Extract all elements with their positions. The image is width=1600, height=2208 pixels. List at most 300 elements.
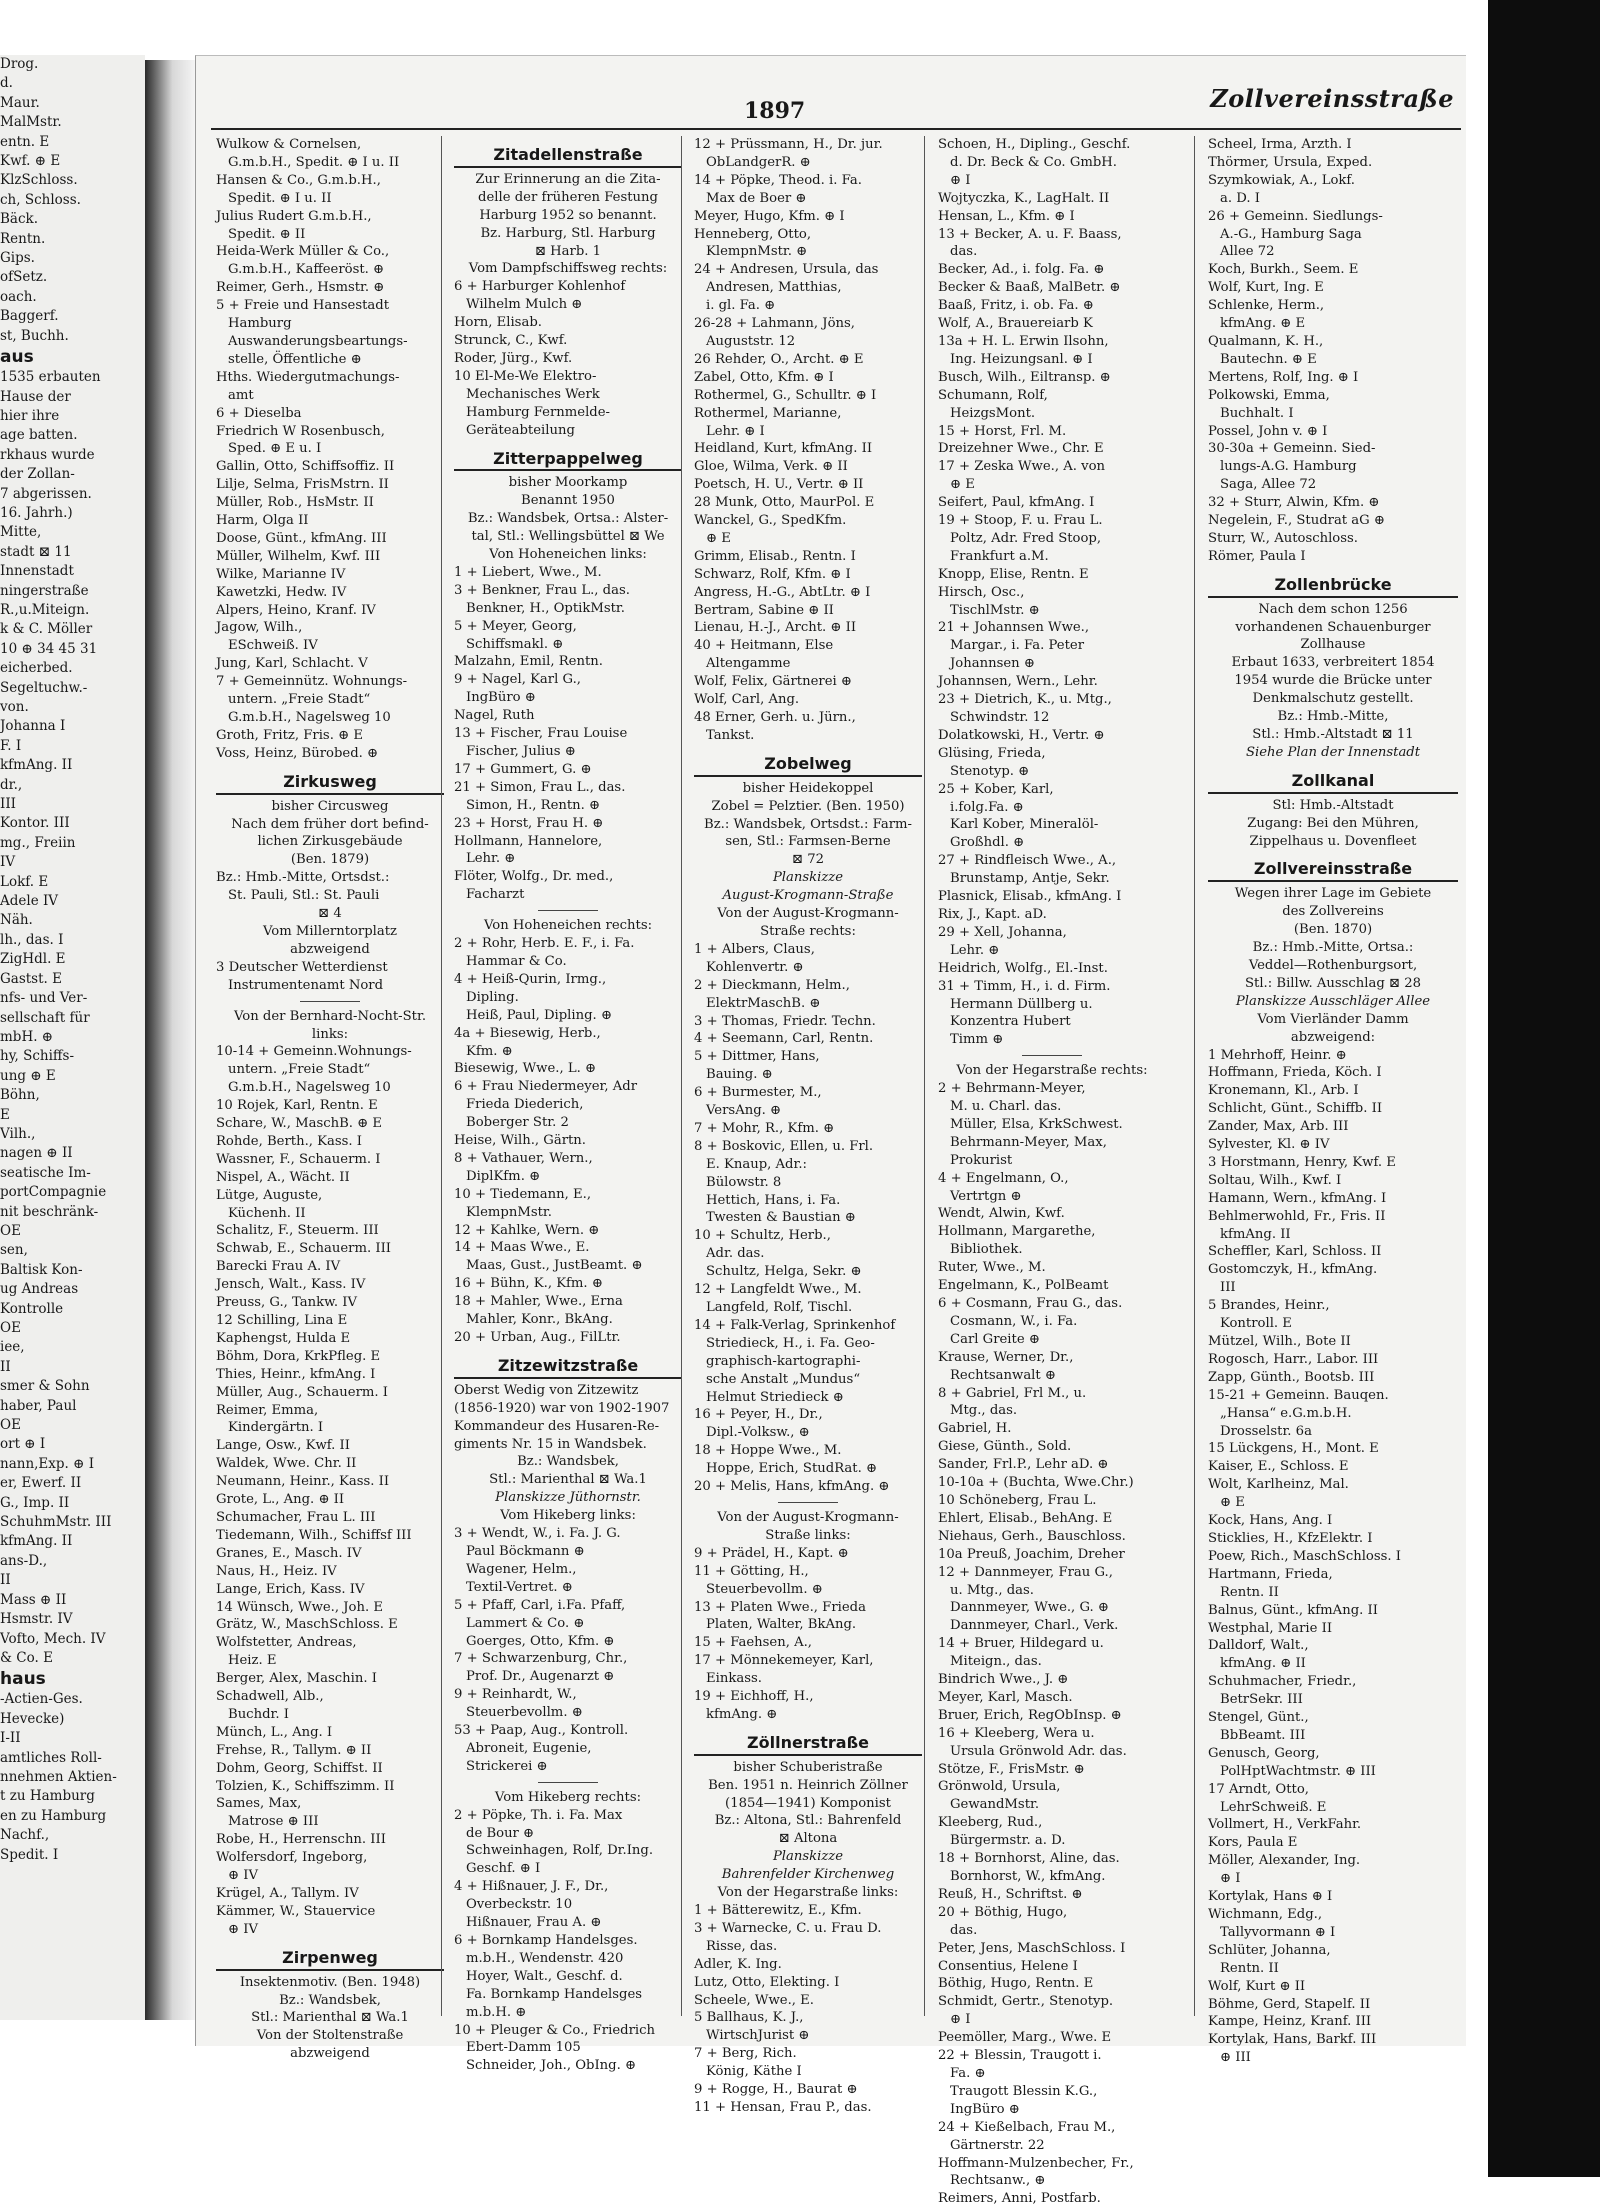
facing-page-line: lh., das. I [0,931,64,948]
street-heading: Zitzewitzstraße [454,1353,682,1379]
directory-entry: Brunstamp, Antje, Sekr. [950,871,1110,887]
directory-entry: 10a Preuß, Joachim, Dreher [938,1546,1125,1562]
street-note: Planskizze [772,1849,844,1865]
column-4 [928,136,1168,2207]
facing-page-line: Johanna I [0,718,66,735]
column-divider [1194,136,1195,2016]
street-info: abzweigend: [1290,1029,1376,1045]
facing-page-line: G., Imp. II [0,1494,70,1511]
directory-entry: ⊕ I [950,172,971,188]
street-info: bisher Heidekoppel [742,780,874,796]
directory-entry: Boberger Str. 2 [466,1115,569,1131]
directory-entry: 9 + Prädel, H., Kapt. ⊕ [694,1545,849,1561]
facing-page-line: Gips. [0,250,35,267]
street-info: Von der August-Krogmann- [717,1509,899,1525]
directory-entry: Flöter, Wolfg., Dr. med., [454,869,614,885]
directory-entry: 17 + Mönnekemeyer, Karl, [694,1653,874,1669]
directory-entry: 8 + Gabriel, Frl M., u. [938,1385,1087,1401]
directory-entry: 2 + Dieckmann, Helm., [694,977,850,993]
directory-entry: Qualmann, K. H., [1208,333,1324,349]
street-info: Zippelhaus u. Dovenfleet [1249,833,1417,849]
directory-entry: Sticklies, H., KfzElektr. I [1208,1530,1373,1546]
street-info: Stl.: Marienthal ⊠ Wa.1 [489,1472,647,1488]
directory-entry: Steuerbevollm. ⊕ [706,1581,823,1597]
directory-entry: Benkner, H., OptikMstr. [466,600,625,616]
directory-page [195,55,1466,2207]
directory-entry: 4a + Biesewig, Herb., [454,1025,601,1041]
directory-entry: Fa. ⊕ [950,2065,986,2081]
facing-page-line: der Zollan- [0,466,75,483]
directory-entry: 13a + H. L. Erwin Ilsohn, [938,333,1109,349]
street-heading: Zollenbrücke [1208,572,1458,598]
street-info: Bz. Harburg, Stl. Harburg [480,225,656,241]
directory-entry: Zander, Max, Arb. III [1208,1119,1349,1135]
directory-entry: Schmidt, Gertr., Stenotyp. [938,1994,1114,2010]
directory-entry: 15 Lückgens, H., Mont. E [1208,1441,1379,1457]
directory-entry: 10 + Pleuger & Co., Friedrich [454,2022,655,2038]
facing-page-line: Gastst. E [0,970,62,987]
facing-page-line: Böhn, [0,1087,40,1104]
directory-entry: 23 + Horst, Frau H. ⊕ [454,815,604,831]
directory-entry: Oberst Wedig von Zitzewitz [454,1382,639,1398]
directory-entry: 16 + Kleeberg, Wera u. [938,1725,1095,1741]
facing-page-line: en zu Hamburg [0,1807,107,1824]
directory-entry: Wolf, Kurt ⊕ II [1208,1978,1306,1994]
directory-entry: kfmAng. ⊕ [706,1706,778,1722]
facing-page-line: II [0,1572,11,1589]
directory-entry: 17 Arndt, Otto, [1208,1781,1309,1797]
directory-entry: Dipling. [466,989,519,1005]
facing-page-line: & Co. E [0,1649,53,1666]
directory-entry: Spedit. ⊕ I u. II [228,190,332,206]
facing-page-line: entn. E [0,133,50,150]
directory-entry: Küchenh. II [228,1205,306,1221]
directory-entry: Hoppe, Erich, StudRat. ⊕ [706,1461,878,1477]
directory-entry: 1 + Bätterewitz, E., Kfm. [694,1903,862,1918]
directory-entry: Dannmeyer, Charl., Verk. [950,1618,1119,1634]
directory-entry: Müller, Elsa, KrkSchwest. [950,1116,1123,1132]
directory-entry: Lehr. ⊕ [950,942,1000,958]
directory-entry: Rentn. II [1220,1960,1279,1976]
directory-entry: 10 Schöneberg, Frau L. [938,1492,1097,1508]
directory-entry: Lutz, Otto, Elekting. I [694,1974,840,1990]
directory-entry: Becker & Baaß, MalBetr. ⊕ [938,280,1121,296]
directory-entry: Kortylak, Hans, Barkf. III [1208,2032,1377,2048]
directory-entry: Frieda Diederich, [466,1097,584,1113]
street-info: Von der Hegarstraße rechts: [956,1063,1148,1079]
directory-entry: Lilje, Selma, FrisMstrn. II [216,477,389,493]
directory-entry: Lammert & Co. ⊕ [466,1615,585,1631]
directory-entry: Doose, Günt., kfmAng. III [216,530,387,546]
directory-entry: Hamburg Fernmelde- [466,404,610,420]
facing-page-line: Innenstadt [0,563,74,580]
directory-entry: M. u. Charl. das. [950,1099,1062,1115]
street-info: Von der August-Krogmann- [717,906,899,922]
directory-entry: Mechanisches Werk [466,386,600,402]
facing-page-line: haus [0,1669,46,1690]
street-info: (Ben. 1870) [1293,922,1373,938]
directory-entry: IngBüro ⊕ [466,690,536,706]
street-info: Vom Dampfschiffsweg rechts: [468,261,668,277]
directory-entry: 10 + Tiedemann, E., [454,1186,592,1202]
directory-entry: Hths. Wiedergutmachungs- [216,369,400,385]
street-info: Bz.: Wandsbek, Ortsa.: Alster- [467,511,669,527]
directory-entry: Reimer, Emma, [216,1402,319,1418]
directory-entry: Wendt, Alwin, Kwf. [938,1206,1065,1222]
directory-entry: 5 Ballhaus, K. J., [694,2010,804,2026]
directory-entry: Auswanderungsbeartungs- [228,333,408,349]
directory-entry: Margar., i. Fa. Peter [950,638,1084,654]
directory-entry: Frehse, R., Tallym. ⊕ II [216,1742,372,1758]
directory-entry: 6 + Dieselba [216,405,302,421]
directory-entry: KlempnMstr. [466,1204,552,1220]
directory-entry: ElektrMaschB. ⊕ [706,995,821,1011]
directory-entry: Grimm, Elisab., Rentn. I [694,548,856,564]
directory-entry: Rentn. II [1220,1584,1279,1600]
directory-entry: Stötze, F., FrisMstr. ⊕ [938,1761,1085,1777]
directory-entry: Preuss, G., Tankw. IV [216,1295,357,1311]
directory-entry: Facharzt [466,887,525,903]
directory-entry: 4 + Engelmann, O., [938,1170,1069,1186]
directory-entry: 13 + Fischer, Frau Louise [454,726,628,742]
directory-entry: a. D. I [1220,190,1260,206]
directory-entry: lungs-A.G. Hamburg [1220,459,1357,475]
directory-entry: Heiz. E [228,1653,277,1669]
directory-entry: Heidland, Kurt, kfmAng. II [694,441,873,457]
directory-entry: G.m.b.H., Spedit. ⊕ I u. II [228,154,400,170]
street-info: Zur Erinnerung an die Zita- [475,171,661,187]
street-info: Stl.: Billw. Ausschlag ⊠ 28 [1245,975,1421,991]
directory-entry: Prof. Dr., Augenarzt ⊕ [466,1669,615,1685]
street-info: bisher Schuberistraße [733,1759,883,1775]
directory-entry: stelle, Öffentliche ⊕ [228,351,362,367]
directory-entry: u. Mtg., das. [950,1582,1034,1598]
street-info: Erbaut 1633, verbreitert 1854 [1231,655,1435,671]
directory-entry: Barecki Frau A. IV [216,1259,341,1275]
street-info: Denkmalschutz gestellt. [1252,691,1414,707]
directory-entry: 5 + Freie und Hansestadt [216,298,390,314]
section-rule [538,1782,598,1783]
facing-page-line: mbH. ⊕ [0,1028,54,1045]
directory-entry: Julius Rudert G.m.b.H., [216,208,372,224]
directory-entry: Gostomczyk, H., kfmAng. [1208,1262,1378,1278]
directory-entry: ⊕ I [1220,1871,1241,1887]
directory-entry: Zabel, Otto, Kfm. ⊕ I [694,369,834,385]
directory-entry: Bornhorst, W., kfmAng. [950,1869,1106,1884]
directory-entry: Lütge, Auguste, [216,1187,323,1203]
directory-entry: Krause, Werner, Dr., [938,1349,1074,1365]
directory-entry: 12 + Prüssmann, H., Dr. jur. [694,137,883,152]
directory-entry: Dohm, Georg, Schiffst. II [216,1760,383,1776]
directory-entry: Wanckel, G., SpedKfm. [694,513,847,529]
directory-entry: Jung, Karl, Schlacht. V [216,656,368,672]
facing-page-line: haber, Paul [0,1397,77,1414]
directory-entry: Hirsch, Osc., [938,584,1025,600]
directory-entry: Schumacher, Frau L. III [216,1509,376,1525]
directory-entry: LehrSchweiß. E [1220,1799,1327,1815]
directory-entry: Rechtsanw., ⊕ [950,2173,1046,2189]
street-info: Von der Stoltenstraße [256,2028,404,2044]
directory-entry: 22 + Blessin, Traugott i. [938,2048,1102,2064]
book-spine [145,60,195,2020]
directory-entry: 2 + Behrmann-Meyer, [938,1081,1086,1097]
facing-page-line: sellschaft für [0,1009,90,1026]
directory-entry: 5 Brandes, Heinr., [1208,1298,1330,1314]
facing-page-line: Adele IV [0,893,59,910]
street-info: ⊠ 72 [791,852,825,868]
facing-page-line: aus [0,347,34,368]
directory-entry: Nispel, A., Wächt. II [216,1169,350,1185]
facing-page-line: ung ⊕ E [0,1067,56,1084]
directory-entry: Paul Böckmann ⊕ [466,1543,585,1559]
directory-entry: „Hansa“ e.G.m.b.H. [1220,1405,1352,1421]
directory-entry: Schumann, Rolf, [938,387,1048,403]
directory-entry: Hartmann, Frieda, [1208,1566,1333,1582]
directory-entry: Miteign., das. [950,1654,1042,1670]
directory-entry: 5 + Pfaff, Carl, i.Fa. Pfaff, [454,1597,626,1613]
directory-entry: KlempnMstr. ⊕ [706,244,808,260]
street-info: Vom Hikeberg links: [500,1508,636,1524]
directory-entry: Schlicht, Günt., Schiffb. II [1208,1101,1383,1117]
directory-entry: Behrmann-Meyer, Max, [950,1134,1107,1150]
section-rule [778,1502,838,1503]
column-divider [924,136,925,2016]
directory-entry: Busch, Wilh., Eiltransp. ⊕ [938,369,1111,385]
directory-entry: Giese, Günth., Sold. [938,1439,1072,1455]
directory-entry: Kindergärtn. I [228,1420,324,1436]
facing-page-line: Hsmstr. IV [0,1611,73,1628]
directory-entry: Lienau, H.-J., Archt. ⊕ II [694,620,857,636]
directory-entry: Müller, Rob., HsMstr. II [216,495,374,511]
directory-entry: Bülowstr. 8 [706,1174,782,1190]
directory-entry: Schwindstr. 12 [950,710,1050,725]
street-info: bisher Moorkamp [508,475,628,491]
directory-entry: Jensch, Walt., Kass. IV [216,1277,366,1293]
directory-entry: Risse, das. [706,1938,778,1954]
directory-entry: Böhm, Dora, KrkPfleg. E [216,1348,381,1364]
directory-entry: 6 + Burmester, M., [694,1085,822,1101]
page-number: 1897 [744,98,806,124]
directory-entry: Instrumentenamt Nord [228,977,384,993]
facing-page-line: KlzSchloss. [0,172,78,189]
directory-entry: Hoffmann, Frieda, Köch. I [1208,1065,1382,1081]
directory-entry: Dolatkowski, H., Vertr. ⊕ [938,727,1105,743]
street-info: Veddel—Rothenburgsort, [1248,957,1418,973]
directory-entry: 10 El-Me-We Elektro- [454,368,597,384]
directory-entry: Lehr. ⊕ [466,851,516,867]
directory-entry: ⊕ I [950,2012,971,2028]
directory-entry: Rogosch, Harr., Labor. III [1208,1351,1379,1367]
directory-entry: 19 + Stoop, F. u. Frau L. [938,513,1103,529]
directory-entry: Schuhmacher, Friedr., [1208,1674,1357,1690]
directory-entry: Wolf, Carl, Ang. [694,692,800,708]
street-info: Zollhause [1300,637,1366,653]
directory-entry: 3 Horstmann, Henry, Kwf. E [1208,1154,1396,1170]
directory-entry: Karl Kober, Mineralöl- [950,817,1099,833]
directory-entry: Platen, Walter, BkAng. [706,1617,857,1633]
facing-page-line: SchuhmMstr. III [0,1514,112,1531]
directory-entry: 24 + Andresen, Ursula, das [694,262,879,278]
column-3 [684,136,924,2115]
facing-page-line: Nachf., [0,1827,50,1844]
facing-page-line: -Actien-Ges. [0,1691,83,1708]
directory-entry: Genusch, Georg, [1208,1745,1320,1761]
directory-entry: Schultz, Helga, Sekr. ⊕ [706,1264,862,1280]
directory-entry: 12 Schilling, Lina E [216,1313,348,1328]
directory-entry: 10-10a + (Buchta, Wwe.Chr.) [938,1475,1134,1491]
directory-entry: Goerges, Otto, Kfm. ⊕ [466,1633,615,1649]
directory-entry: 18 + Hoppe Wwe., M. [694,1443,842,1459]
directory-entry: Vertrtgn ⊕ [950,1188,1022,1204]
directory-entry: Reimers, Anni, Postfarb. [938,2191,1101,2207]
street-info: Nach dem schon 1256 [1258,601,1408,617]
directory-entry: Wilke, Marianne IV [216,566,346,582]
directory-entry: Kämmer, W., Stauervice [216,1903,376,1919]
street-info: Stl: Hmb.-Altstadt [1272,797,1394,813]
directory-entry: 12 + Langfeldt Wwe., M. [694,1282,862,1298]
directory-entry: Plasnick, Elisab., kfmAng. I [938,889,1122,905]
directory-entry: Wojtyczka, K., LagHalt. II [938,190,1110,206]
directory-entry: 15 + Horst, Frl. M. [938,423,1067,439]
directory-entry: IngBüro ⊕ [950,2101,1020,2117]
street-info: abzweigend [290,941,370,957]
directory-entry: 7 + Mohr, R., Kfm. ⊕ [694,1120,835,1136]
facing-page-line: er, Ewerf. II [0,1475,82,1492]
directory-entry: 28 Munk, Otto, MaurPol. E [694,495,875,511]
street-heading: Zöllnerstraße [694,1730,922,1756]
directory-entry: 40 + Heitmann, Else [694,638,834,654]
directory-entry: 17 + Zeska Wwe., A. von [938,459,1106,475]
directory-entry: ⊕ E [706,530,731,546]
facing-page-line: Mass ⊕ II [0,1591,67,1608]
directory-entry: Saga, Allee 72 [1220,477,1317,493]
directory-entry: Rohde, Berth., Kass. I [216,1133,363,1149]
directory-entry: Harm, Olga II [216,513,309,529]
facing-page-line: dr., [0,776,23,793]
directory-entry: Rothermel, G., Schulltr. ⊕ I [694,387,877,403]
facing-page-line: nagen ⊕ II [0,1145,73,1162]
directory-entry: Hansen & Co., G.m.b.H., [216,172,381,188]
directory-entry: Bertram, Sabine ⊕ II [694,602,834,618]
section-rule [300,1001,360,1002]
directory-entry: Bautechn. ⊕ E [1220,351,1317,367]
facing-page-line: F. I [0,737,22,754]
facing-page-line: OE [0,1222,21,1239]
directory-entry: Mertens, Rolf, Ing. ⊕ I [1208,369,1359,385]
directory-entry: Gabriel, H. [938,1421,1012,1437]
facing-page-line: Rentn. [0,230,46,247]
directory-entry: Dreizehner Wwe., Chr. E [938,441,1104,457]
directory-entry: amt [228,387,254,403]
directory-entry: 26 Rehder, O., Archt. ⊕ E [694,351,864,367]
directory-entry: Müller, Aug., Schauerm. I [216,1384,388,1400]
directory-entry: E. Knaup, Adr.: [706,1156,807,1172]
street-info: Stl.: Hmb.-Altstadt ⊠ 11 [1252,727,1414,742]
directory-entry: Berger, Alex, Maschin. I [216,1671,377,1687]
directory-entry: Geschf. ⊕ I [466,1861,541,1877]
directory-entry: PolHptWachtmstr. ⊕ III [1220,1763,1376,1779]
directory-entry: 48 Erner, Gerh. u. Jürn., [694,710,856,725]
directory-entry: Großhdl. ⊕ [950,835,1025,851]
directory-entry: Maas, Gust., JustBeamt. ⊕ [466,1258,643,1274]
directory-entry: Friedrich W Rosenbusch, [216,423,385,439]
directory-entry: Robe, H., Herrenschn. III [216,1832,386,1848]
directory-entry: Dipl.-Volksw., ⊕ [706,1425,810,1441]
directory-entry: Sames, Max, [216,1796,302,1812]
directory-entry: Möller, Alexander, Ing. [1208,1853,1361,1869]
street-note: Planskizze Ausschläger Allee [1235,993,1431,1009]
directory-entry: Johannsen ⊕ [950,656,1035,672]
directory-entry: Auguststr. 12 [706,333,796,349]
directory-entry: HeizgsMont. [950,405,1036,421]
street-heading: Zollvereinsstraße [1208,856,1458,882]
street-info: Straße rechts: [760,923,856,939]
directory-entry: Textil-Vertret. ⊕ [466,1579,573,1595]
section-rule [538,910,598,911]
directory-entry: 20 + Melis, Hans, kfmAng. ⊕ [694,1479,890,1495]
directory-entry: Wulkow & Cornelsen, [216,137,362,152]
directory-entry: Henneberg, Otto, [694,226,812,242]
directory-entry: Stenotyp. ⊕ [950,763,1030,779]
directory-entry: Matrose ⊕ III [228,1814,319,1830]
directory-entry: Heidrich, Wolfg., El.-Inst. [938,960,1108,976]
directory-entry: 1 + Liebert, Wwe., M. [454,564,602,580]
directory-entry: Wolf, Felix, Gärtnerei ⊕ [694,674,852,690]
directory-entry: Horn, Elisab. [454,315,542,331]
directory-entry: Groth, Fritz, Fris. ⊕ E [216,727,363,743]
directory-entry: Scheffler, Karl, Schloss. II [1208,1244,1382,1260]
street-info: Ben. 1951 n. Heinrich Zöllner [708,1777,908,1793]
directory-entry: 9 + Reinhardt, W., [454,1687,577,1703]
directory-entry: Grönwold, Ursula, [938,1779,1061,1795]
directory-entry: Strickerei ⊕ [466,1758,548,1774]
street-note: Siehe Plan der Innenstadt [1245,744,1421,760]
facing-page-line: Vilh., [0,1125,36,1142]
scan-border [1488,0,1600,2177]
facing-page-line: Kwf. ⊕ E [0,153,61,170]
directory-entry: Wassner, F., Schauerm. I [216,1151,381,1167]
directory-entry: Heiß, Paul, Dipling. ⊕ [466,1007,612,1023]
directory-entry: Hensan, L., Kfm. ⊕ I [938,208,1075,224]
directory-entry: 16 + Peyer, H., Dr., [694,1407,823,1423]
directory-entry: kfmAng. ⊕ II [1220,1656,1306,1672]
directory-entry: Schlüter, Johanna, [1208,1942,1331,1958]
directory-entry: 11 + Götting, H., [694,1563,809,1579]
street-info: Von Hoheneichen rechts: [483,918,653,934]
directory-entry: Lehr. ⊕ I [706,423,765,439]
directory-entry: G.m.b.H., Nagelsweg 10 [228,710,391,725]
facing-page-line: kfmAng. II [0,757,73,774]
directory-entry: 9 + Nagel, Karl G., [454,672,581,688]
facing-page-line: oach. [0,288,37,305]
directory-entry: 10 + Schultz, Herb., [694,1228,831,1244]
directory-entry: Tankst. [706,727,755,743]
column-divider [681,136,682,2016]
facing-page-line: E [0,1106,10,1123]
directory-entry: Hollmann, Margarethe, [938,1224,1096,1240]
directory-entry: ⊕ E [1220,1495,1245,1511]
directory-entry: Hoffmann-Mulzenbecher, Fr., [938,2155,1134,2171]
directory-entry: 3 + Warnecke, C. u. Frau D. [694,1920,882,1936]
directory-entry: 17 + Gummert, G. ⊕ [454,761,592,777]
directory-entry: Kock, Hans, Ang. I [1208,1513,1333,1529]
directory-entry: VersAng. ⊕ [706,1103,782,1119]
street-info: Vom Millerntorplatz [262,923,398,939]
directory-entry: 18 + Bornhorst, Aline, das. [938,1851,1120,1867]
directory-entry: Poetsch, H. U., Vertr. ⊕ II [694,477,864,493]
directory-entry: 19 + Eichhoff, H., [694,1689,814,1705]
facing-page-line: Kontrolle [0,1300,64,1317]
